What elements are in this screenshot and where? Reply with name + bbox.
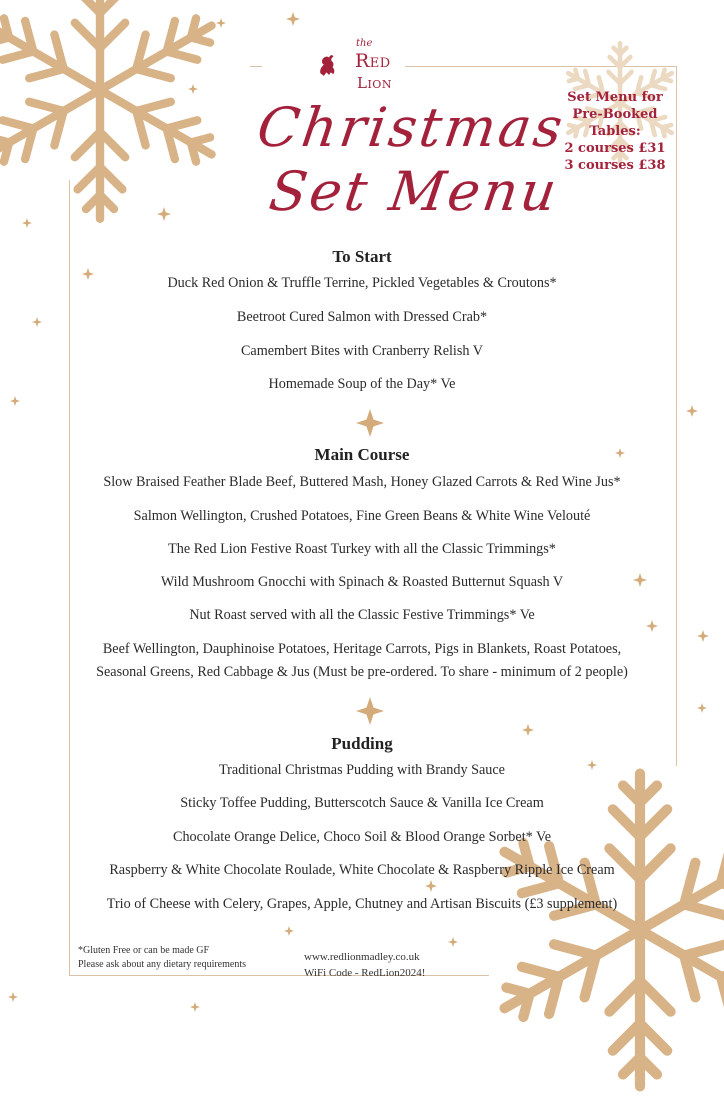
- menu-item: Raspberry & White Chocolate Roulade, White Chocolate & Raspberry Ripple Ice Cream: [109, 862, 615, 878]
- menu-item: Trio of Cheese with Celery, Grapes, Apple, Chutney and Artisan Biscuits (£3 supplement): [106, 896, 618, 912]
- star-icon: [216, 18, 226, 28]
- star-icon: [284, 926, 294, 936]
- set-menu-price-2-courses: 2 courses £31: [564, 141, 666, 156]
- divider-star-icon: [356, 697, 384, 725]
- menu-item: Camembert Bites with Cranberry Relish V: [240, 343, 484, 359]
- rampant-lion-icon: [316, 40, 356, 90]
- star-icon: [697, 630, 709, 642]
- set-menu-note: [556, 89, 674, 174]
- logo-the: the: [356, 38, 373, 49]
- menu-item: Traditional Christmas Pudding with Brandy Sauce: [219, 762, 505, 778]
- title-christmas: Christmas: [253, 96, 570, 159]
- gluten-free-note: *Gluten Free or can be made GF: [78, 945, 210, 956]
- title-set-menu: Set Menu: [265, 160, 564, 223]
- snowflake-icon: [0, 0, 240, 230]
- star-icon: [697, 703, 707, 713]
- divider-star-icon: [356, 409, 384, 437]
- menu-item: Salmon Wellington, Crushed Potatoes, Fine Green Beans & White Wine Velouté: [133, 508, 591, 524]
- frame-top-line: [250, 66, 262, 67]
- section-heading-starters: To Start: [332, 247, 392, 266]
- wifi-code: WiFi Code - RedLion2024!: [304, 967, 426, 979]
- star-icon: [22, 218, 32, 228]
- menu-item: Chocolate Orange Delice, Choco Soil & Blood Orange Sorbet* Ve: [173, 829, 551, 845]
- star-icon: [448, 937, 458, 947]
- menu-item: Nut Roast served with all the Classic Festive Trimmings* Ve: [189, 607, 535, 623]
- star-icon: [157, 207, 171, 221]
- frame-bottom-line: [69, 975, 489, 976]
- set-menu-price-3-courses: 3 courses £38: [564, 158, 666, 173]
- star-icon: [8, 992, 18, 1002]
- menu-item: Beetroot Cured Salmon with Dressed Crab*: [236, 309, 488, 325]
- section-heading-mains: Main Course: [314, 445, 410, 464]
- logo-lion: Lion: [357, 74, 392, 92]
- menu-item: Duck Red Onion & Truffle Terrine, Pickled Vegetables & Croutons*: [167, 275, 557, 291]
- website-link[interactable]: www.redlionmadley.co.uk: [304, 951, 420, 963]
- section-heading-puddings: Pudding: [331, 734, 393, 753]
- set-menu-line: Pre-Booked: [572, 107, 658, 122]
- menu-item: Homemade Soup of the Day* Ve: [268, 376, 456, 392]
- star-icon: [286, 12, 300, 26]
- logo-red: Red: [355, 50, 391, 72]
- menu-item-sharing: Seasonal Greens, Red Cabbage & Jus (Must be pre-ordered. To share - minimum of 2 people): [96, 664, 628, 680]
- star-icon: [188, 84, 198, 94]
- menu-item: Wild Mushroom Gnocchi with Spinach & Roasted Butternut Squash V: [160, 574, 564, 590]
- menu-item: The Red Lion Festive Roast Turkey with all the Classic Trimmings*: [168, 541, 556, 557]
- star-icon: [686, 405, 698, 417]
- menu-item: Sticky Toffee Pudding, Butterscotch Sauce & Vanilla Ice Cream: [180, 795, 544, 811]
- set-menu-line: Tables:: [589, 124, 641, 139]
- menu-item-sharing: Beef Wellington, Dauphinoise Potatoes, Heritage Carrots, Pigs in Blankets, Roast Potatoes,: [102, 641, 622, 657]
- dietary-note: Please ask about any dietary requirements: [78, 959, 246, 970]
- menu-item: Slow Braised Feather Blade Beef, Buttered Mash, Honey Glazed Carrots & Red Wine Jus*: [103, 474, 621, 490]
- set-menu-line: Set Menu for: [567, 90, 663, 105]
- star-icon: [10, 396, 20, 406]
- star-icon: [190, 1002, 200, 1012]
